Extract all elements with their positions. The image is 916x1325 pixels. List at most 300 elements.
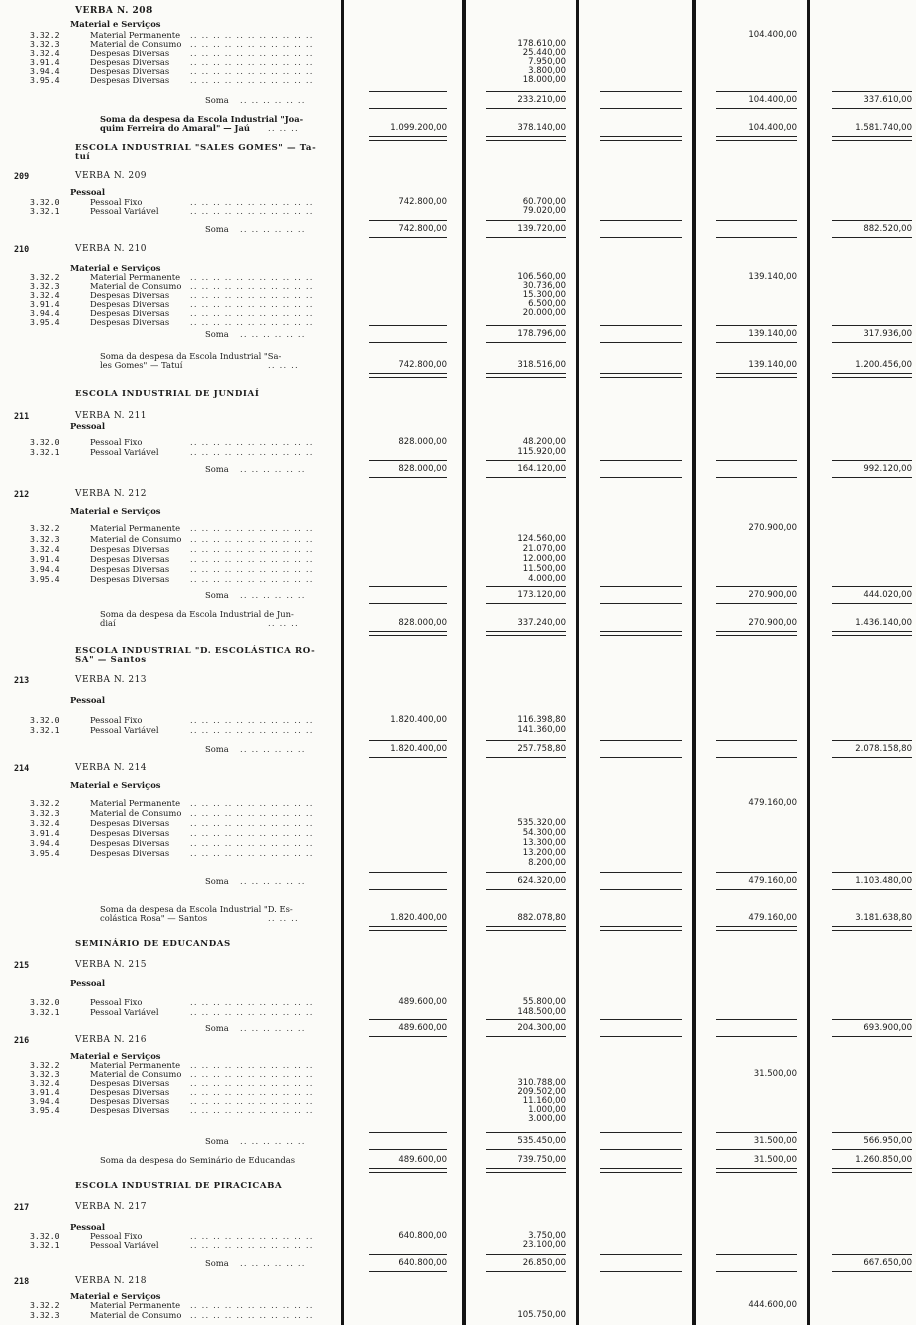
leader-dots: .. .. .. .. .. .. .. .. .. .. .. [190, 281, 314, 291]
verba-title: VERBA N. 216 [75, 1035, 148, 1045]
line-label: Despesas Diversas [90, 554, 170, 564]
amount-c2: 318.516,00 [517, 360, 566, 370]
sum-rule [486, 342, 566, 343]
amount-c5: 882.520,00 [863, 224, 912, 234]
amount-c5: 337.610,00 [863, 95, 912, 105]
sum-rule [716, 136, 797, 141]
line-label: Material Permanente [90, 798, 181, 808]
amount-c4: 270.900,00 [748, 523, 797, 533]
line-code: 3.32.4 [30, 818, 60, 828]
amount-c5: 2.078.158,80 [855, 744, 912, 754]
leader-dots: .. .. .. .. .. .. .. .. .. .. .. [190, 75, 314, 85]
sum-rule [832, 1254, 912, 1255]
line-code: 3.32.0 [30, 197, 60, 207]
amount-c2: 3.000,00 [528, 1114, 566, 1124]
verba-number: 210 [14, 244, 30, 254]
amount-c4: 104.400,00 [748, 30, 797, 40]
amount-c1: 489.600,00 [398, 1023, 447, 1033]
verba-number: 216 [14, 1035, 30, 1045]
leader-dots: .. .. .. .. .. .. [240, 464, 306, 474]
sum-rule [832, 108, 912, 109]
line-label: Pessoal Fixo [90, 197, 143, 207]
sum-rule [600, 220, 682, 221]
amount-c1: 742.800,00 [398, 360, 447, 370]
line-code: 3.32.1 [30, 1240, 60, 1250]
sum-rule [600, 889, 682, 890]
section-subtitle: Pessoal [70, 978, 106, 988]
section-heading: SEMINÁRIO DE EDUCANDAS [75, 939, 231, 949]
sum-rule [716, 460, 797, 461]
verba-title: VERBA N. 215 [75, 960, 148, 970]
sum-rule [600, 237, 682, 238]
sum-rule [832, 1149, 912, 1150]
section-heading: SA" — Santos [75, 655, 147, 665]
line-label: Despesas Diversas [90, 75, 170, 85]
sum-rule [832, 740, 912, 741]
line-code: 3.32.2 [30, 1300, 60, 1310]
column-rule [462, 0, 466, 1325]
line-code: 3.32.1 [30, 206, 60, 216]
line-code: 3.95.4 [30, 75, 60, 85]
line-code: 3.32.2 [30, 798, 60, 808]
sum-rule [369, 220, 447, 221]
sum-rule [486, 631, 566, 636]
sum-rule [832, 586, 912, 587]
leader-dots: .. .. .. .. .. .. .. .. .. .. .. [190, 725, 314, 735]
sum-rule [832, 373, 912, 378]
soma-label: Soma [205, 1023, 229, 1033]
sum-rule [716, 872, 797, 873]
amount-c5: 566.950,00 [863, 1136, 912, 1146]
leader-dots: .. .. .. .. .. .. [240, 1136, 306, 1146]
leader-dots: .. .. .. .. .. .. .. .. .. .. .. [190, 574, 314, 584]
amount-c2: 204.300,00 [517, 1023, 566, 1033]
line-code: 3.32.0 [30, 715, 60, 725]
sum-rule [600, 740, 682, 741]
leader-dots: .. .. .. .. .. .. .. .. .. .. .. [190, 798, 314, 808]
line-label: Material de Consumo [90, 808, 182, 818]
sum-rule [369, 1271, 447, 1272]
amount-c2: 79.020,00 [522, 206, 566, 216]
sum-rule [486, 926, 566, 931]
sum-rule [716, 325, 797, 326]
amount-c2: 7.950,00 [528, 57, 566, 67]
sum-rule [486, 108, 566, 109]
sum-rule [486, 1132, 566, 1133]
sum-rule [716, 108, 797, 109]
sum-rule [716, 342, 797, 343]
sum-rule [486, 136, 566, 141]
amount-c2: 124.560,00 [517, 534, 566, 544]
amount-c1: 1.820.400,00 [390, 913, 447, 923]
amount-c4: 270.900,00 [748, 590, 797, 600]
amount-c5: 1.200.456,00 [855, 360, 912, 370]
line-code: 3.95.4 [30, 848, 60, 858]
sum-rule [486, 1168, 566, 1173]
leader-dots: .. .. .. .. .. .. .. .. .. .. .. [190, 317, 314, 327]
line-label: Despesas Diversas [90, 48, 170, 58]
line-code: 3.32.3 [30, 534, 60, 544]
sum-rule [600, 926, 682, 931]
sum-rule [832, 603, 912, 604]
section-heading: ESCOLA INDUSTRIAL "SALES GOMES" — Ta- [75, 143, 317, 153]
sum-rule [369, 1254, 447, 1255]
sum-rule [600, 1019, 682, 1020]
sum-rule [600, 1168, 682, 1173]
sum-rule [600, 1132, 682, 1133]
sum-rule [600, 1036, 682, 1037]
line-code: 3.94.4 [30, 308, 60, 318]
verba-number: 214 [14, 763, 30, 773]
leader-dots: .. .. .. .. .. .. .. .. .. .. .. [190, 1096, 314, 1106]
sum-rule [600, 757, 682, 758]
sum-rule [486, 325, 566, 326]
sum-rule [486, 740, 566, 741]
sum-rule [832, 220, 912, 221]
column-rule [692, 0, 696, 1325]
sum-rule [369, 872, 447, 873]
verba-number: 209 [14, 171, 30, 181]
amount-c5: 1.436.140,00 [855, 618, 912, 628]
line-code: 3.32.4 [30, 544, 60, 554]
amount-c2: 60.700,00 [522, 197, 566, 207]
line-label: Despesas Diversas [90, 1078, 170, 1088]
sum-rule [369, 586, 447, 587]
amount-c2: 739.750,00 [517, 1155, 566, 1165]
amount-c5: 992.120,00 [863, 464, 912, 474]
line-label: Pessoal Variável [90, 1007, 159, 1017]
line-label: Pessoal Fixo [90, 997, 143, 1007]
line-code: 3.32.0 [30, 1231, 60, 1241]
line-code: 3.32.2 [30, 523, 60, 533]
line-label: Pessoal Variável [90, 725, 159, 735]
amount-c2: 23.100,00 [522, 1240, 566, 1250]
sum-rule [716, 586, 797, 587]
line-label: Despesas Diversas [90, 299, 170, 309]
amount-c1: 489.600,00 [398, 997, 447, 1007]
leader-dots: .. .. .. .. .. .. .. .. .. .. .. [190, 818, 314, 828]
leader-dots: .. .. .. .. .. .. .. .. .. .. .. [190, 290, 314, 300]
sum-rule [716, 1036, 797, 1037]
sum-rule [486, 1036, 566, 1037]
sum-rule [486, 1019, 566, 1020]
leader-dots: .. .. .. .. .. .. .. .. .. .. .. [190, 1087, 314, 1097]
amount-c1: 1.820.400,00 [390, 744, 447, 754]
amount-c1: 828.000,00 [398, 437, 447, 447]
sum-rule [600, 603, 682, 604]
sum-rule [369, 237, 447, 238]
verba-number: 215 [14, 960, 30, 970]
sum-rule [486, 1254, 566, 1255]
sum-rule [486, 237, 566, 238]
verba-title: VERBA N. 213 [75, 675, 148, 685]
line-code: 3.91.4 [30, 1087, 60, 1097]
line-label: Despesas Diversas [90, 828, 170, 838]
sum-rule [600, 872, 682, 873]
sum-rule [600, 1149, 682, 1150]
sum-rule [369, 136, 447, 141]
sum-rule [486, 1149, 566, 1150]
sum-rule [369, 477, 447, 478]
line-label: Despesas Diversas [90, 66, 170, 76]
line-code: 3.94.4 [30, 1096, 60, 1106]
leader-dots: .. .. .. .. .. .. .. .. .. .. .. [190, 544, 314, 554]
amount-c2: 257.758,80 [517, 744, 566, 754]
amount-c2: 139.720,00 [517, 224, 566, 234]
line-code: 3.32.2 [30, 1060, 60, 1070]
sum-rule [369, 631, 447, 636]
verba-title: VERBA N. 218 [75, 1276, 148, 1286]
line-code: 3.32.0 [30, 437, 60, 447]
total-label: quim Ferreira do Amaral" — Jaú [100, 123, 251, 133]
leader-dots: .. .. .. [268, 360, 299, 370]
amount-c5: 667.650,00 [863, 1258, 912, 1268]
sum-rule [832, 325, 912, 326]
line-code: 3.32.4 [30, 290, 60, 300]
leader-dots: .. .. .. .. .. .. [240, 876, 306, 886]
sum-rule [832, 1132, 912, 1133]
amount-c2: 148.500,00 [517, 1007, 566, 1017]
leader-dots: .. .. .. .. .. .. [240, 590, 306, 600]
amount-c5: 3.181.638,80 [855, 913, 912, 923]
line-label: Material de Consumo [90, 1069, 182, 1079]
leader-dots: .. .. .. .. .. .. .. .. .. .. .. [190, 828, 314, 838]
section-subtitle: Pessoal [70, 187, 106, 197]
amount-c2: 13.300,00 [522, 838, 566, 848]
soma-label: Soma [205, 590, 229, 600]
line-code: 3.91.4 [30, 828, 60, 838]
amount-c2: 178.796,00 [517, 329, 566, 339]
line-code: 3.32.0 [30, 997, 60, 1007]
total-label: diaí [100, 618, 116, 628]
line-label: Pessoal Fixo [90, 437, 143, 447]
line-label: Despesas Diversas [90, 564, 170, 574]
amount-c2: 337.240,00 [517, 618, 566, 628]
amount-c1: 828.000,00 [398, 618, 447, 628]
sum-rule [832, 460, 912, 461]
amount-c1: 640.800,00 [398, 1231, 447, 1241]
leader-dots: .. .. .. .. .. .. .. .. .. .. .. [190, 66, 314, 76]
amount-c4: 31.500,00 [753, 1069, 797, 1079]
section-subtitle: Material e Serviços [70, 19, 161, 29]
verba-number: 218 [14, 1276, 30, 1286]
amount-c2: 8.200,00 [528, 858, 566, 868]
amount-c2: 55.800,00 [522, 997, 566, 1007]
sum-rule [716, 603, 797, 604]
total-label: Soma da despesa da Escola Industrial de Jun- [100, 609, 294, 619]
sum-rule [716, 889, 797, 890]
total-label: Soma da despesa da Escola Industrial "D. Es- [100, 904, 293, 914]
leader-dots: .. .. .. .. .. .. .. .. .. .. .. [190, 30, 314, 40]
sum-rule [369, 1036, 447, 1037]
line-label: Material de Consumo [90, 534, 182, 544]
amount-c5: 444.020,00 [863, 590, 912, 600]
leader-dots: .. .. .. [268, 123, 299, 133]
amount-c2: 115.920,00 [517, 447, 566, 457]
sum-rule [832, 1271, 912, 1272]
amount-c2: 18.000,00 [522, 75, 566, 85]
sum-rule [600, 136, 682, 141]
sum-rule [716, 477, 797, 478]
amount-c2: 535.450,00 [517, 1136, 566, 1146]
amount-c2: 178.610,00 [517, 39, 566, 49]
amount-c4: 139.140,00 [748, 360, 797, 370]
line-label: Despesas Diversas [90, 574, 170, 584]
sum-rule [486, 586, 566, 587]
amount-c2: 173.120,00 [517, 590, 566, 600]
amount-c2: 164.120,00 [517, 464, 566, 474]
leader-dots: .. .. .. .. .. .. .. .. .. .. .. [190, 299, 314, 309]
line-code: 3.32.3 [30, 1069, 60, 1079]
sum-rule [486, 373, 566, 378]
sum-rule [600, 477, 682, 478]
section-subtitle: Material e Serviços [70, 1291, 161, 1301]
sum-rule [369, 1149, 447, 1150]
verba-title: VERBA N. 209 [75, 171, 148, 181]
amount-c2: 116.398,80 [517, 715, 566, 725]
verba-number: 211 [14, 411, 30, 421]
line-label: Despesas Diversas [90, 1087, 170, 1097]
sum-rule [832, 237, 912, 238]
line-code: 3.32.2 [30, 30, 60, 40]
amount-c2: 15.300,00 [522, 290, 566, 300]
amount-c1: 489.600,00 [398, 1155, 447, 1165]
section-heading: ESCOLA INDUSTRIAL DE JUNDIAÍ [75, 389, 260, 399]
section-heading: tuí [75, 152, 91, 162]
sum-rule [832, 757, 912, 758]
line-label: Material Permanente [90, 272, 181, 282]
leader-dots: .. .. .. .. .. .. .. .. .. .. .. [190, 447, 314, 457]
verba-number: 217 [14, 1202, 30, 1212]
line-code: 3.32.3 [30, 808, 60, 818]
leader-dots: .. .. .. .. .. .. [240, 1258, 306, 1268]
sum-rule [716, 740, 797, 741]
amount-c4: 104.400,00 [748, 123, 797, 133]
amount-c2: 233.210,00 [517, 95, 566, 105]
sum-rule [716, 1149, 797, 1150]
sum-rule [369, 740, 447, 741]
sum-rule [716, 631, 797, 636]
sum-rule [832, 1019, 912, 1020]
line-code: 3.94.4 [30, 838, 60, 848]
sum-rule [369, 926, 447, 931]
soma-label: Soma [205, 1258, 229, 1268]
leader-dots: .. .. .. .. .. .. [240, 329, 306, 339]
leader-dots: .. .. .. .. .. .. [240, 744, 306, 754]
leader-dots: .. .. .. .. .. .. .. .. .. .. .. [190, 534, 314, 544]
sum-rule [716, 1168, 797, 1173]
leader-dots: .. .. .. .. .. .. .. .. .. .. .. [190, 1231, 314, 1241]
sum-rule [600, 1271, 682, 1272]
soma-label: Soma [205, 464, 229, 474]
sum-rule [369, 91, 447, 92]
sum-rule [716, 1132, 797, 1133]
sum-rule [832, 889, 912, 890]
sum-rule [369, 460, 447, 461]
section-subtitle: Pessoal [70, 695, 106, 705]
line-label: Material de Consumo [90, 1310, 182, 1320]
verba-number: 213 [14, 675, 30, 685]
leader-dots: .. .. .. .. .. .. [240, 95, 306, 105]
verba-number: 212 [14, 489, 30, 499]
line-label: Material Permanente [90, 30, 181, 40]
line-label: Pessoal Variável [90, 206, 159, 216]
sum-rule [486, 1271, 566, 1272]
total-label: Soma da despesa do Seminário de Educandas [100, 1155, 296, 1165]
section-subtitle: Material e Serviços [70, 506, 161, 516]
total-label: Soma da despesa da Escola Industrial "Sa- [100, 351, 282, 361]
column-rule [807, 0, 810, 1325]
line-code: 3.91.4 [30, 299, 60, 309]
amount-c4: 139.140,00 [748, 329, 797, 339]
amount-c2: 535.320,00 [517, 818, 566, 828]
leader-dots: .. .. .. .. .. .. .. .. .. .. .. [190, 997, 314, 1007]
leader-dots: .. .. .. .. .. .. .. .. .. .. .. [190, 1240, 314, 1250]
leader-dots: .. .. .. .. .. .. .. .. .. .. .. [190, 1060, 314, 1070]
section-subtitle: Pessoal [70, 421, 106, 431]
amount-c2: 3.800,00 [528, 66, 566, 76]
amount-c1: 1.820.400,00 [390, 715, 447, 725]
amount-c2: 25.440,00 [522, 48, 566, 58]
amount-c2: 13.200,00 [522, 848, 566, 858]
leader-dots: .. .. .. .. .. .. .. .. .. .. .. [190, 1007, 314, 1017]
section-heading: ESCOLA INDUSTRIAL DE PIRACICABA [75, 1181, 283, 1191]
verba-title: VERBA N. 217 [75, 1202, 148, 1212]
amount-c2: 11.500,00 [522, 564, 566, 574]
line-code: 3.32.1 [30, 725, 60, 735]
line-label: Material Permanente [90, 1060, 181, 1070]
line-code: 3.32.3 [30, 1310, 60, 1320]
amount-c2: 105.750,00 [517, 1310, 566, 1320]
sum-rule [600, 460, 682, 461]
leader-dots: .. .. .. .. .. .. .. .. .. .. .. [190, 48, 314, 58]
amount-c4: 479.160,00 [748, 913, 797, 923]
amount-c5: 693.900,00 [863, 1023, 912, 1033]
sum-rule [369, 757, 447, 758]
leader-dots: .. .. .. .. .. .. .. .. .. .. .. [190, 57, 314, 67]
line-code: 3.95.4 [30, 317, 60, 327]
sum-rule [832, 631, 912, 636]
soma-label: Soma [205, 876, 229, 886]
sum-rule [832, 872, 912, 873]
sum-rule [600, 1254, 682, 1255]
sum-rule [486, 889, 566, 890]
line-label: Pessoal Variável [90, 1240, 159, 1250]
sum-rule [832, 136, 912, 141]
sum-rule [600, 91, 682, 92]
sum-rule [369, 889, 447, 890]
line-code: 3.32.2 [30, 272, 60, 282]
line-label: Despesas Diversas [90, 57, 170, 67]
sum-rule [486, 91, 566, 92]
amount-c2: 6.500,00 [528, 299, 566, 309]
sum-rule [369, 373, 447, 378]
leader-dots: .. .. .. .. .. .. .. .. .. .. .. [190, 1078, 314, 1088]
amount-c2: 30.736,00 [522, 281, 566, 291]
amount-c2: 106.560,00 [517, 272, 566, 282]
leader-dots: .. .. .. .. .. .. [240, 224, 306, 234]
leader-dots: .. .. .. .. .. .. .. .. .. .. .. [190, 1310, 314, 1320]
sum-rule [369, 342, 447, 343]
total-label: les Gomes" — Tatuí [100, 360, 183, 370]
soma-label: Soma [205, 329, 229, 339]
amount-c2: 3.750,00 [528, 1231, 566, 1241]
verba-title: VERBA N. 212 [75, 489, 148, 499]
amount-c2: 882.078,80 [517, 913, 566, 923]
leader-dots: .. .. .. .. .. .. .. .. .. .. .. [190, 523, 314, 533]
line-label: Despesas Diversas [90, 317, 170, 327]
soma-label: Soma [205, 95, 229, 105]
